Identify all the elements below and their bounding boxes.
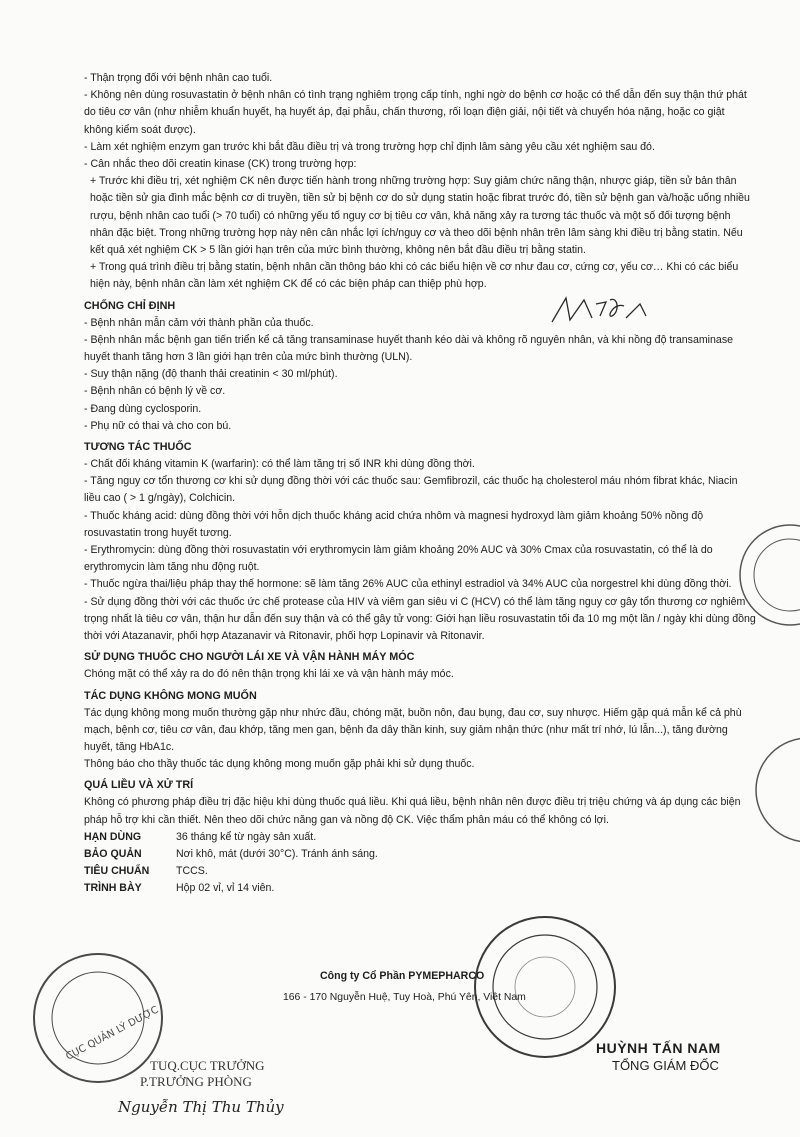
- contraindications-heading: CHỐNG CHỈ ĐỊNH: [84, 299, 176, 312]
- contraindication-item: - Bệnh nhân có bệnh lý về cơ.: [84, 385, 226, 398]
- company-address: 166 - 170 Nguyễn Huệ, Tuy Hoà, Phú Yên, Việt Nam: [283, 992, 526, 1003]
- interaction-item: - Chất đối kháng vitamin K (warfarin): có thể làm tăng trị số INR khi dùng đồng thời.: [84, 458, 475, 471]
- interaction-item: - Thuốc ngừa thai/liệu pháp thay thế hormone: sẽ làm tăng 26% AUC của ethinyl estradiol và 34% AUC của norgestrel khi dùng đồng thời.: [84, 578, 732, 591]
- interaction-item: - Thuốc kháng acid: dùng đồng thời với hỗn dịch thuốc kháng acid chứa nhôm và magnesi hydroxyd làm giảm khoảng 50% nồng độ rosuvastatin trong huyết tương.: [84, 509, 704, 539]
- spec-row-standard: [84, 863, 756, 880]
- contraindication-item: - Phụ nữ có thai và cho con bú.: [84, 419, 232, 432]
- spec-label: BẢO QUẢN: [84, 847, 142, 860]
- side-effects-report: Thông báo cho thầy thuốc tác dụng không mong muốn gặp phải khi sử dụng thuốc.: [84, 758, 475, 771]
- leaflet-body: [84, 70, 756, 897]
- contraindication-item: - Đang dùng cyclosporin.: [84, 402, 202, 415]
- side-effects-heading: TÁC DỤNG KHÔNG MONG MUỐN: [84, 689, 257, 702]
- spec-label: TIÊU CHUẨN: [84, 864, 150, 877]
- precaution-elderly: - Thận trọng đối với bệnh nhân cao tuổi.: [84, 72, 273, 84]
- spec-value: Nơi khô, mát (dưới 30°C). Tránh ánh sáng.: [176, 847, 378, 860]
- svg-text:CỤC QUẢN LÝ DƯỢC: CỤC QUẢN LÝ DƯỢC: [64, 1004, 161, 1063]
- spec-label: TRÌNH BÀY: [84, 881, 142, 894]
- precaution-ck-monitoring: - Cân nhắc theo dõi creatin kinase (CK) trong trường hợp:: [84, 158, 357, 171]
- spec-value: 36 tháng kể từ ngày sản xuất.: [176, 830, 317, 843]
- authority-line2: P.TRƯỞNG PHÒNG: [140, 1074, 252, 1089]
- overdose-text: Không có phương pháp điều trị đặc hiệu khi dùng thuốc quá liều. Khi quá liều, bệnh nhân nên được điều trị triệu chứng và áp dụng các biện pháp hỗ trợ khi cần thiết. Nên theo dõi chức năng gan và nồng độ CK. Việc thẩm phân máu có thể không có lợi.: [84, 796, 741, 826]
- spec-row-packaging: [84, 880, 756, 897]
- authority-line1: TUQ.CỤC TRƯỞNG: [150, 1058, 265, 1073]
- driving-heading: SỬ DỤNG THUỐC CHO NGƯỜI LÁI XE VÀ VẬN HÀNH MÁY MÓC: [84, 651, 415, 664]
- authority-signature: Nguyễn Thị Thu Thủy: [118, 1098, 284, 1116]
- spec-value: TCCS.: [176, 864, 208, 877]
- side-effects-text: Tác dụng không mong muốn thường gặp như nhức đầu, chóng mặt, buồn nôn, đau bụng, đau cơ, suy nhược. Hiếm gặp quá mẫn kể cả phù mạch, bệnh cơ, tiêu cơ vân, đau khớp, tăng men gan, bệnh đa dây thần kinh, suy giảm nhận thức (như mất trí nhớ, lú lẫn...), tăng đường huyết, tăng HbA1c.: [84, 706, 742, 753]
- spec-row-storage: [84, 846, 756, 863]
- precaution-acute-condition: - Không nên dùng rosuvastatin ở bệnh nhân có tình trạng nghiêm trọng cấp tính, nghi ngờ do bệnh cơ hoặc có thể dẫn đến suy thận thứ phát do tiêu cơ vân (như nhiễm khuẩn huyết, hạ huyết áp, đại phẫu, chấn thương, rối loạn điện giải, nội tiết và chuyển hóa nặng, hoặc co giật không kiểm soát được).: [84, 89, 747, 136]
- interaction-item: - Tăng nguy cơ tổn thương cơ khi sử dụng đồng thời với các thuốc sau: Gemfibrozil, các thuốc hạ cholesterol máu nhóm fibrat khác, Niacin liều cao ( > 1 g/ngày), Colchicin.: [84, 475, 738, 505]
- spec-label: HẠN DÙNG: [84, 830, 142, 843]
- contraindication-item: - Bệnh nhân mẫn cảm với thành phần của thuốc.: [84, 316, 314, 329]
- driving-text: Chóng mặt có thể xảy ra do đó nên thận trọng khi lái xe và vận hành máy móc.: [84, 668, 454, 681]
- spec-row-expiry: [84, 829, 756, 846]
- company-name: Công ty Cổ Phần PYMEPHARCO: [320, 970, 485, 982]
- interaction-item: - Sử dụng đồng thời với các thuốc ức chế protease của HIV và viêm gan siêu vi C (HCV) có thể làm tăng nguy cơ gây tổn thương cơ nghiêm trọng nhất là tiêu cơ vân, thận hư dẫn đến suy thận và có thể gây tử vong: Giới hạn liều rosuvastatin tối đa 10 mg một lần / ngày khi dùng đồng thời với Atazanavir, phối hợp Atazanavir và Ritonavir, phối hợp Lopinavir và Ritonavir.: [84, 595, 756, 643]
- signatory-name: HUỲNH TẤN NAM: [596, 1040, 721, 1056]
- edge-seal-stamp: [720, 520, 800, 630]
- spec-value: Hộp 02 vỉ, vỉ 14 viên.: [176, 881, 275, 894]
- interaction-item: - Erythromycin: dùng đồng thời rosuvastatin với erythromycin làm giảm khoảng 20% AUC và 30% Cmax của rosuvastatin, có thể là do erythromycin làm tăng nhu động ruột.: [84, 544, 713, 574]
- authority-seal-stamp: [28, 948, 168, 1088]
- precaution-liver-enzymes: - Làm xét nghiệm enzym gan trước khi bắt đầu điều trị và trong trường hợp chỉ định lâm sàng yêu cầu xét nghiệm sau đó.: [84, 140, 655, 153]
- overdose-heading: QUÁ LIỀU VÀ XỬ TRÍ: [84, 779, 194, 792]
- precaution-ck-before: + Trước khi điều trị, xét nghiệm CK nên được tiến hành trong những trường hợp: Suy giảm chức năng thận, nhược giáp, tiền sử bản thân hoặc tiền sử gia đình mắc bệnh cơ di truyền, tiền sử bị bệnh cơ do sử dụng statin hoặc fibrat trước đó, tiền sử bệnh gan và/hoặc uống nhiều rượu, bệnh nhân cao tuổi (> 70 tuổi) có những yếu tố nguy cơ bị tiêu cơ vân, khả năng xảy ra tương tác thuốc và một số đối tượng bệnh nhân đặc biệt. Trong những trường hợp này nên cân nhắc lợi ích/nguy cơ và theo dõi bệnh nhân trên lâm sàng khi điều trị bằng statin. Nếu kết quả xét nghiệm CK > 5 lần giới hạn trên của mức bình thường, không nên bắt đầu điều trị bằng statin.: [90, 175, 750, 257]
- signatory-title: TỔNG GIÁM ĐỐC: [612, 1058, 719, 1073]
- contraindication-item: - Bệnh nhân mắc bệnh gan tiến triển kể cả tăng transaminase huyết thanh kéo dài và không rõ nguyên nhân, và khi nồng độ transaminase huyết thanh tăng hơn 3 lần giới hạn trên của mức bình thường (ULN).: [84, 333, 734, 364]
- contraindication-item: - Suy thận nặng (độ thanh thải creatinin < 30 ml/phút).: [84, 368, 338, 381]
- interactions-heading: TƯƠNG TÁC THUỐC: [84, 441, 192, 454]
- precaution-ck-during: + Trong quá trình điều trị bằng statin, bệnh nhân cần thông báo khi có các biểu hiện về cơ như đau cơ, cứng cơ, yếu cơ… Khi có các biểu hiện này, bệnh nhân cần làm xét nghiệm CK để có các biện pháp can thiệp phù hợp.: [90, 261, 739, 291]
- edge-seal-stamp-lower: [748, 730, 800, 850]
- initial-signature-mark: [548, 292, 658, 328]
